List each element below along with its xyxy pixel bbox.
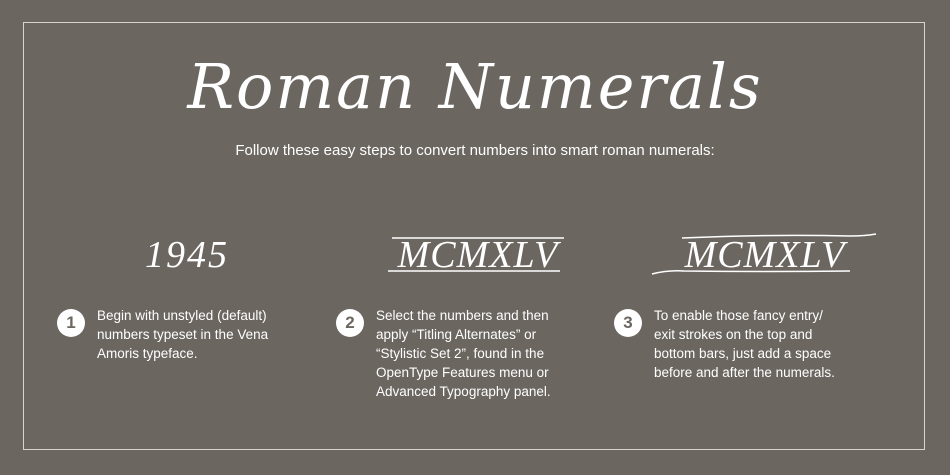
step-3-badge: 3: [614, 309, 642, 337]
step-1-text: Begin with unstyled (default) numbers typeset in the Vena Amoris typeface.: [97, 308, 269, 361]
page-title: Roman Numerals: [187, 50, 763, 123]
page-subtitle: Follow these easy steps to convert numbers into smart roman numerals:: [235, 142, 715, 159]
step-1-badge: 1: [57, 309, 85, 337]
titling-numerals-text: MCMXLV: [397, 234, 559, 276]
step-2: [336, 306, 586, 401]
sample-plain-numbers: 1945: [145, 234, 229, 276]
step-2-badge: 2: [336, 309, 364, 337]
step-2-text: Select the numbers and then apply “Titling Alternates” or “Stylistic Set 2”, found in the OpenType Features menu or Advanced Typography panel.: [376, 308, 551, 399]
step-3-text: To enable those fancy entry/ exit strokes on the top and bottom bars, just add a space before and after the numerals.: [654, 308, 835, 380]
sample-titling-numerals: [378, 232, 578, 278]
step-1: [57, 306, 297, 363]
sample-fancy-numerals: [650, 232, 880, 278]
fancy-numerals-text: MCMXLV: [684, 234, 846, 276]
step-3: [614, 306, 864, 382]
